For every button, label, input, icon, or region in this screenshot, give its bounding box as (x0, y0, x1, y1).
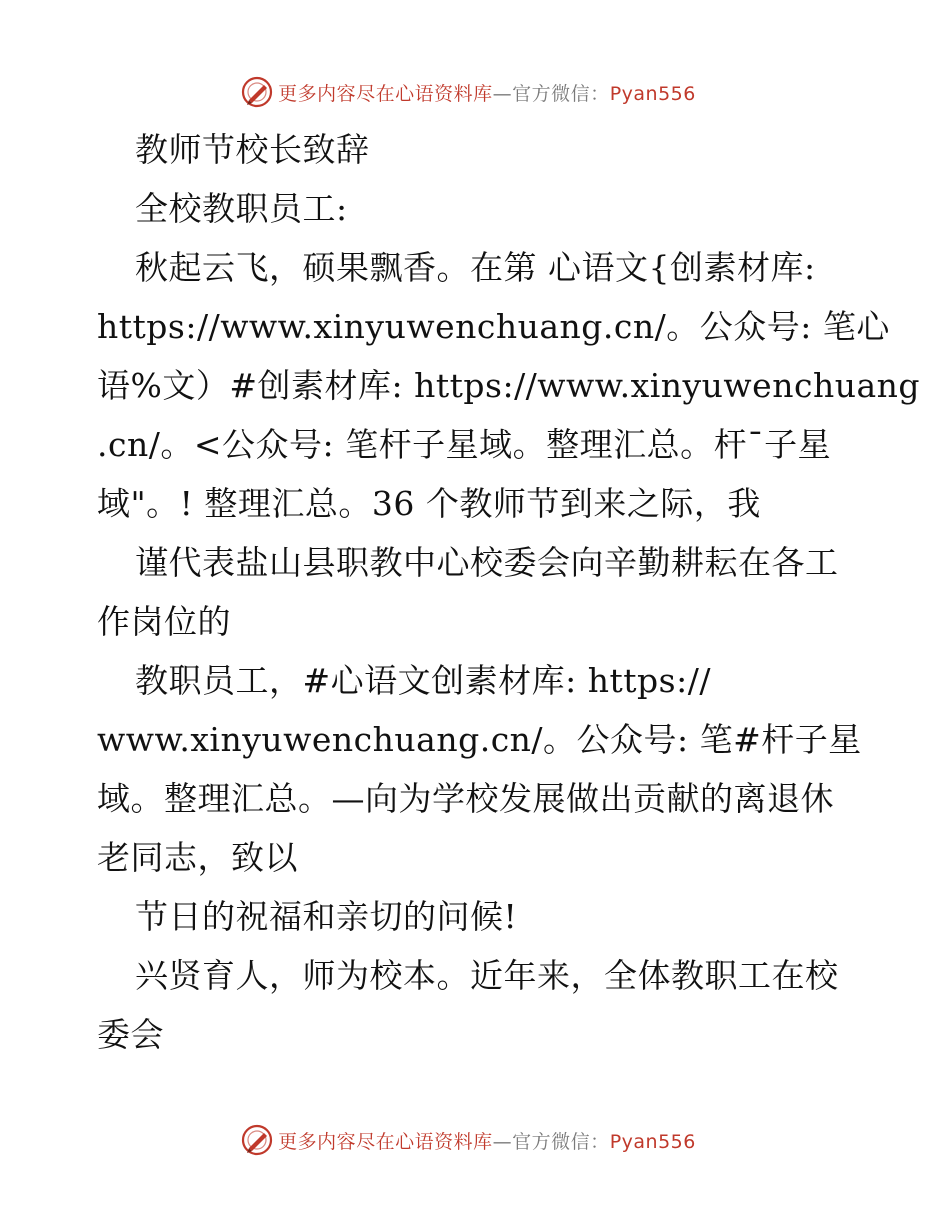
text-line: www.xinyuwenchuang.cn/。公众号: 笔#杆子星 (97, 720, 862, 759)
banner-wechat-handle: Pyan556 (609, 1130, 696, 1153)
text-line: 域"。! 整理汇总。36 个教师节到来之际，我 (97, 484, 761, 523)
text-line: 兴贤育人，师为校本。近年来，全体教职工在校 (135, 956, 839, 995)
pen-logo-icon (240, 75, 274, 109)
salutation: 全校教职员工: (135, 189, 348, 228)
text-line: 老同志，致以 (97, 838, 298, 877)
footer-banner (0, 1120, 950, 1160)
pen-logo-icon (240, 1123, 274, 1157)
text-line: 语%文）#创素材库: https://www.xinyuwenchuang (97, 366, 921, 405)
text-line: 节日的祝福和亲切的问候! (135, 897, 518, 936)
banner-separator: — (492, 1130, 513, 1153)
banner-wechat-label: 官方微信： (512, 82, 610, 105)
banner-wechat-handle: Pyan556 (609, 82, 696, 105)
banner-wechat-label: 官方微信： (512, 1130, 610, 1153)
text-line: 秋起云飞，硕果飘香。在第 心语文{创素材库: (135, 248, 816, 287)
banner-main-text: 更多内容尽在心语资料库 (278, 1130, 493, 1153)
text-line: 委会 (97, 1015, 164, 1054)
text-line: .cn/。<公众号: 笔杆子星域。整理汇总。杆¯子星 (97, 425, 832, 464)
text-line: 域。整理汇总。—向为学校发展做出贡献的离退休 (97, 779, 834, 818)
text-line: https://www.xinyuwenchuang.cn/。公众号: 笔心 (97, 307, 890, 346)
document-title: 教师节校长致辞 (135, 130, 370, 169)
document-body (97, 120, 921, 1064)
banner-separator: — (492, 82, 513, 105)
header-banner (0, 72, 950, 112)
text-line: 作岗位的 (97, 602, 231, 641)
banner-main-text: 更多内容尽在心语资料库 (278, 82, 493, 105)
text-line: 谨代表盐山县职教中心校委会向辛勤耕耘在各工 (135, 543, 839, 582)
text-line: 教职员工，#心语文创素材库: https:// (135, 661, 711, 700)
